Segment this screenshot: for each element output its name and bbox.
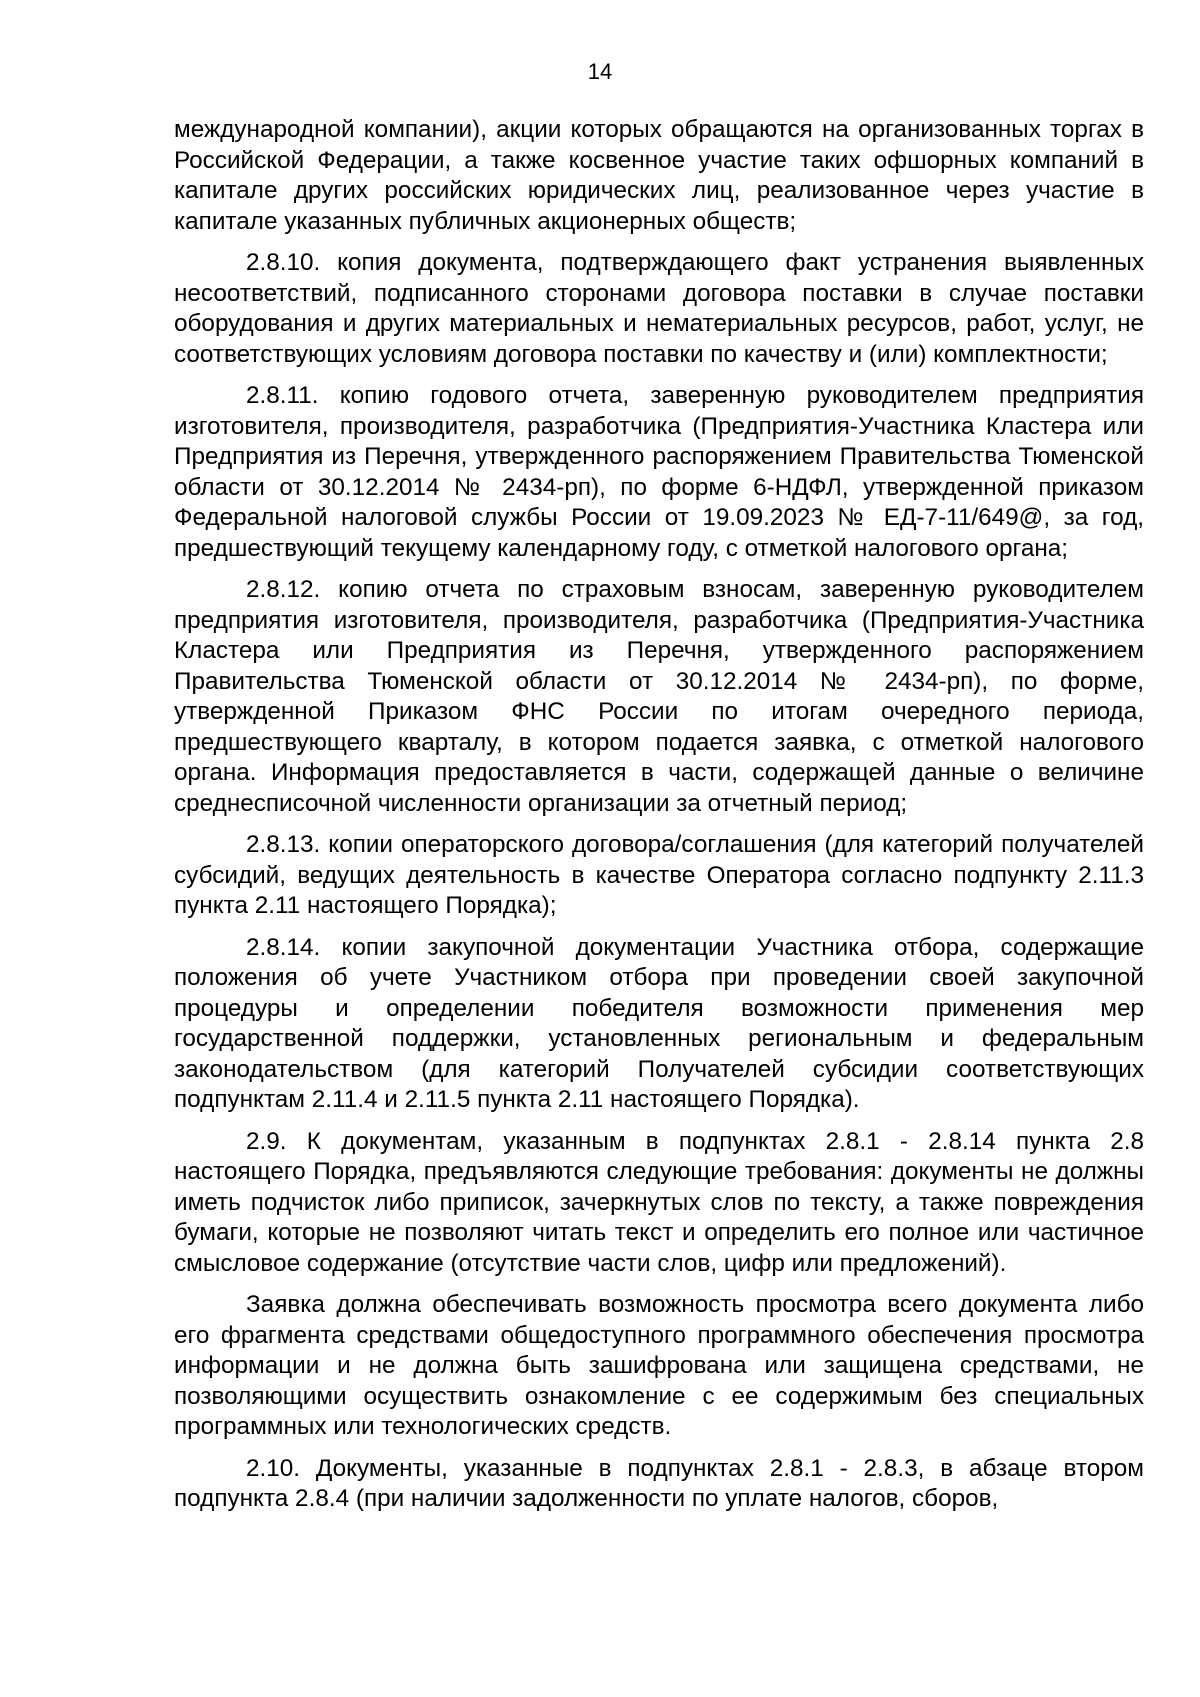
paragraph-application-requirements: Заявка должна обеспечивать возможность просмотра всего документа либо его фрагмента средствами общедоступного программного обеспечения просмотра информации и не должна быть зашифрована или защищена средствами, не позволяющими осуществить ознакомление с ее содержимым без специальных программных или технологических средств. xyxy=(174,1291,1144,1440)
paragraph-2-10: 2.10. Документы, указанные в подпунктах 2.8.1 - 2.8.3, в абзаце втором подпункта 2.8.4 (при наличии задолженности по уплате налогов, сборов, xyxy=(174,1454,1144,1512)
paragraph-2-8-11: 2.8.11. копию годового отчета, заверенную руководителем предприятия изготовителя, производителя, разработчика (Предприятия-Участника Кластера или Предприятия из Перечня, утвержденного распоряжением Правительства Тюменской области от 30.12.2014 № 2434-рп), по форме 6-НДФЛ, утвержденной приказом Федеральной налоговой службы России от 19.09.2023 № ЕД-7-11/649@, за год, предшествующий текущему календарному году, с отметкой налогового органа; xyxy=(174,382,1144,562)
paragraph-2-8-13: 2.8.13. копии операторского договора/соглашения (для категорий получателей субсидий, ведущих деятельность в качестве Оператора согласно подпункту 2.11.3 пункта 2.11 настоящего Порядка); xyxy=(174,831,1144,919)
document-body xyxy=(174,115,1144,1515)
paragraph-2-8-14: 2.8.14. копии закупочной документации Участника отбора, содержащие положения об учете Участником отбора при проведении своей закупочной процедуры и определении победителя возможности применения мер государственной поддержки, установленных региональным и федеральным законодательством (для категорий Получателей субсидии соответствующих подпунктам 2.11.4 и 2.11.5 пункта 2.11 настоящего Порядка). xyxy=(174,933,1144,1113)
paragraph-continuation: международной компании), акции которых обращаются на организованных торгах в Российской Федерации, а также косвенное участие таких офшорных компаний в капитале других российских юридических лиц, реализованное через участие в капитале указанных публичных акционерных обществ; xyxy=(174,116,1144,235)
paragraph-2-8-10: 2.8.10. копия документа, подтверждающего факт устранения выявленных несоответствий, подписанного сторонами договора поставки в случае поставки оборудования и других материальных и нематериальных ресурсов, работ, услуг, не соответствующих условиям договора поставки по качеству и (или) комплектности; xyxy=(174,249,1144,368)
paragraph-2-8-12: 2.8.12. копию отчета по страховым взносам, заверенную руководителем предприятия изготовителя, производителя, разработчика (Предприятия-Участника Кластера или Предприятия из Перечня, утвержденного распоряжением Правительства Тюменской области от 30.12.2014 № 2434-рп), по форме, утвержденной Приказом ФНС России по итогам очередного периода, предшествующего кварталу, в котором подается заявка, с отметкой налогового органа. Информация предоставляется в части, содержащей данные о величине среднесписочной численности организации за отчетный период; xyxy=(174,576,1144,817)
page-number: 14 xyxy=(587,59,613,84)
paragraph-2-9: 2.9. К документам, указанным в подпунктах 2.8.1 - 2.8.14 пункта 2.8 настоящего Порядка, предъявляются следующие требования: документы не должны иметь подчисток либо приписок, зачеркнутых слов по тексту, а также повреждения бумаги, которые не позволяют читать текст и определить его полное или частичное смысловое содержание (отсутствие части слов, цифр или предложений). xyxy=(174,1127,1144,1277)
